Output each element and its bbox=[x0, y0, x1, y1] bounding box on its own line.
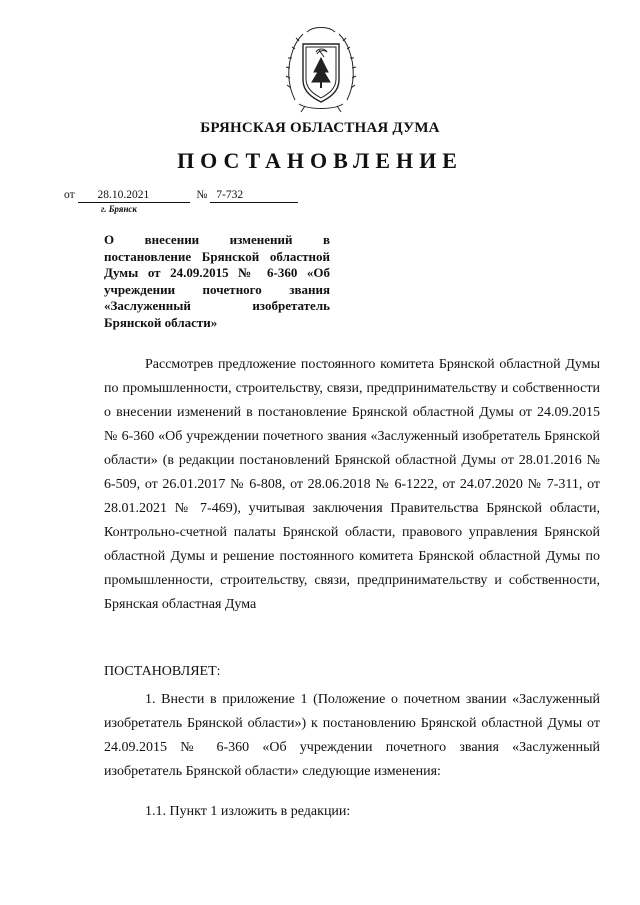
document-date-number bbox=[64, 189, 298, 203]
document-subject: О внесении изменений в постановление Брянской областной Думы от 24.09.2015 № 6-360 «Об учреждении почетного звания «Заслуженный изобретатель Брянской области» bbox=[104, 232, 330, 330]
preamble-paragraph: Рассмотрев предложение постоянного комитета Брянской областной Думы по промышленности, строительству, связи, предпринимательству и собственности о внесении изменений в постановление Брянской областной Думы от 24.09.2015 № 6-360 «Об учреждении почетного звания «Заслуженный изобретатель Брянской области» (в редакции постановлений Брянской областной Думы от 28.01.2016 № 6-509, от 26.01.2017 № 6-808, от 28.06.2018 № 6-1222, от 24.07.2020 № 7-311, от 28.01.2021 № 7-469), учитывая заключения Правительства Брянской области, Контрольно-счетной палаты Брянской области, правового управления Брянской областной Думы и решение постоянного комитета Брянской областной Думы по промышленности, строительству, связи, предпринимательству и собственности, Брянская областная Дума bbox=[104, 357, 600, 612]
document-number: 7-732 bbox=[210, 189, 298, 203]
item-1-1-paragraph: 1.1. Пункт 1 изложить в редакции: bbox=[145, 804, 351, 819]
document-type-title: ПОСТАНОВЛЕНИЕ bbox=[177, 148, 463, 173]
coat-of-arms-icon bbox=[285, 22, 357, 114]
item-1-paragraph: 1. Внести в приложение 1 (Положение о почетном звании «Заслуженный изобретатель Брянской области») к постановлению Брянской областной Думы от 24.09.2015 № 6-360 «Об учреждении почетного звания «Заслуженный изобретатель Брянской области» следующие изменения: bbox=[104, 692, 600, 779]
document-date: 28.10.2021 bbox=[78, 189, 190, 203]
date-prefix: от bbox=[64, 189, 75, 201]
city-label: г. Брянск bbox=[101, 204, 137, 214]
organization-name: БРЯНСКАЯ ОБЛАСТНАЯ ДУМА bbox=[200, 120, 440, 136]
resolves-heading: ПОСТАНОВЛЯЕТ: bbox=[104, 664, 221, 679]
number-prefix: № bbox=[196, 189, 208, 201]
